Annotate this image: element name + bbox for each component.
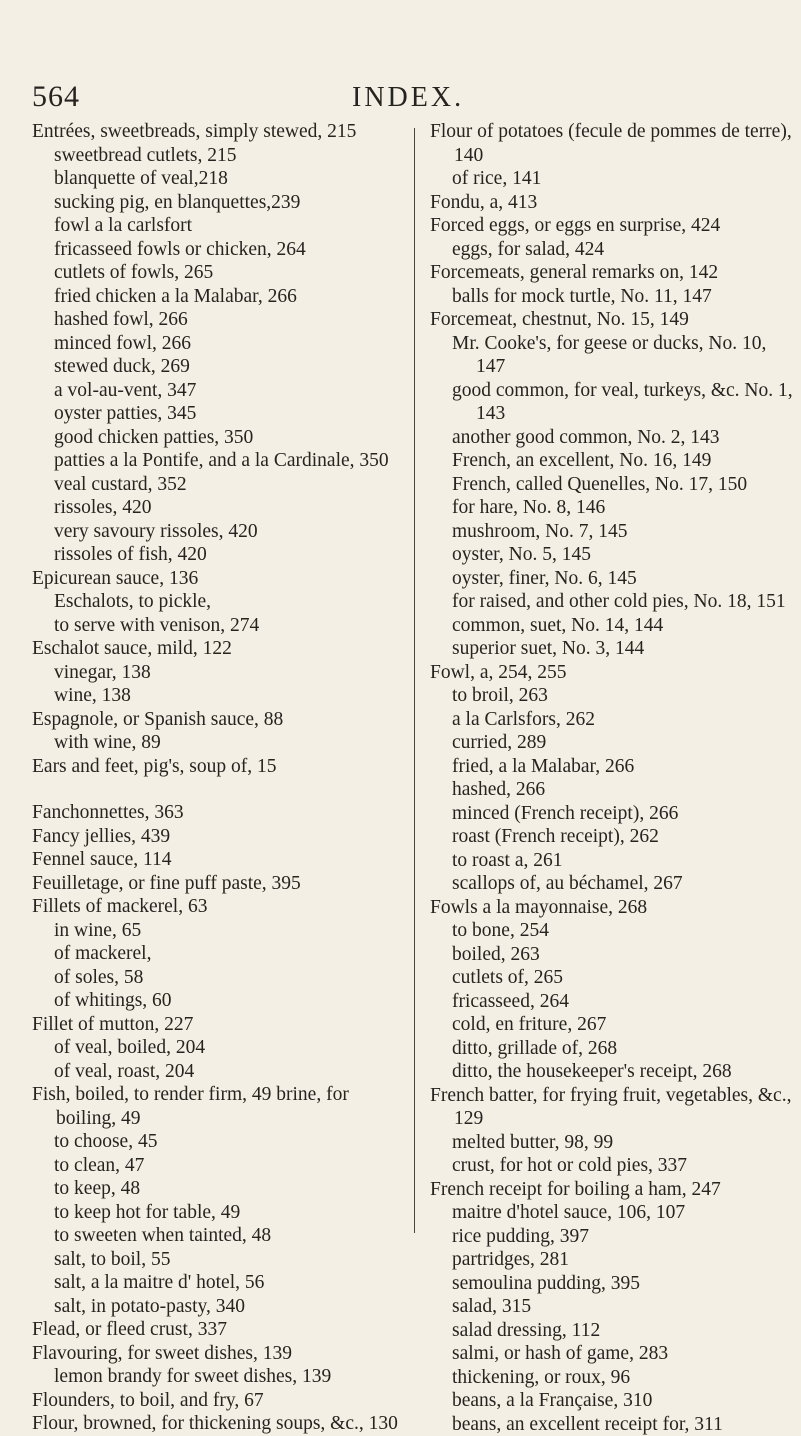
index-entry: Entrées, sweetbreads, simply stewed, 215: [32, 120, 407, 144]
index-entry: roast (French receipt), 262: [452, 825, 795, 849]
index-entry: curried, 289: [452, 731, 795, 755]
index-entry: oyster, finer, No. 6, 145: [452, 567, 795, 591]
index-entry: to roast a, 261: [452, 849, 795, 873]
index-entry: Flead, or fleed crust, 337: [32, 1318, 407, 1342]
index-entry: veal custard, 352: [54, 473, 407, 497]
index-entry: of mackerel,: [54, 942, 407, 966]
index-entry: oyster patties, 345: [54, 402, 407, 426]
index-entry: cutlets of, 265: [452, 966, 795, 990]
index-entry: boiled, 263: [452, 943, 795, 967]
index-entry: wine, 138: [54, 684, 407, 708]
index-entry: fried chicken a la Malabar, 266: [54, 285, 407, 309]
index-entry: Mr. Cooke's, for geese or ducks, No. 10, 147: [452, 332, 795, 379]
index-entry: to broil, 263: [452, 684, 795, 708]
index-entry: ditto, grillade of, 268: [452, 1037, 795, 1061]
index-entry: to keep hot for table, 49: [54, 1201, 407, 1225]
index-entry: superior suet, No. 3, 144: [452, 637, 795, 661]
index-entry: good chicken patties, 350: [54, 426, 407, 450]
index-entry: to clean, 47: [54, 1154, 407, 1178]
index-entry: patties a la Pontife, and a la Cardinale, 350: [54, 449, 407, 473]
index-entry: hashed fowl, 266: [54, 308, 407, 332]
index-entry: balls for mock turtle, No. 11, 147: [452, 285, 795, 309]
index-entry: salad dressing, 112: [452, 1319, 795, 1343]
index-spacer: [32, 778, 407, 801]
index-entry: Flour of potatoes (fecule de pommes de terre), 140: [430, 120, 795, 167]
index-entry: another good common, No. 2, 143: [452, 426, 795, 450]
index-entry: eggs, for salad, 424: [452, 238, 795, 262]
index-entry: rissoles, 420: [54, 496, 407, 520]
index-entry: beans, an excellent receipt for, 311: [452, 1413, 795, 1436]
index-entry: thickening, or roux, 96: [452, 1366, 795, 1390]
index-entry: minced (French receipt), 266: [452, 802, 795, 826]
index-entry: Espagnole, or Spanish sauce, 88: [32, 708, 407, 732]
index-entry: Fish, boiled, to render firm, 49 brine, for boiling, 49: [32, 1083, 407, 1130]
index-entry: sweetbread cutlets, 215: [54, 144, 407, 168]
index-entry: with wine, 89: [54, 731, 407, 755]
index-entry: lemon brandy for sweet dishes, 139: [54, 1365, 407, 1389]
index-entry: of soles, 58: [54, 966, 407, 990]
index-entry: Forcemeat, chestnut, No. 15, 149: [430, 308, 795, 332]
index-entry: rice pudding, 397: [452, 1225, 795, 1249]
index-entry: for raised, and other cold pies, No. 18, 151: [452, 590, 795, 614]
index-entry: Eschalots, to pickle,: [54, 590, 407, 614]
index-entry: of veal, roast, 204: [54, 1060, 407, 1084]
index-entry: minced fowl, 266: [54, 332, 407, 356]
index-entry: a la Carlsfors, 262: [452, 708, 795, 732]
index-entry: Fowl, a, 254, 255: [430, 661, 795, 685]
index-entry: cutlets of fowls, 265: [54, 261, 407, 285]
index-entry: French, an excellent, No. 16, 149: [452, 449, 795, 473]
index-entry: hashed, 266: [452, 778, 795, 802]
index-entry: Fillet of mutton, 227: [32, 1013, 407, 1037]
index-entry: Forced eggs, or eggs en surprise, 424: [430, 214, 795, 238]
index-entry: Fanchonnettes, 363: [32, 801, 407, 825]
page-number: 564: [32, 80, 80, 114]
index-entry: rissoles of fish, 420: [54, 543, 407, 567]
index-entry: of whitings, 60: [54, 989, 407, 1013]
index-entry: scallops of, au béchamel, 267: [452, 872, 795, 896]
index-entry: Fondu, a, 413: [430, 191, 795, 215]
index-entry: of veal, boiled, 204: [54, 1036, 407, 1060]
index-entry: for hare, No. 8, 146: [452, 496, 795, 520]
index-entry: salt, a la maitre d' hotel, 56: [54, 1271, 407, 1295]
index-entry: Epicurean sauce, 136: [32, 567, 407, 591]
index-entry: fowl a la carlsfort: [54, 214, 407, 238]
column-divider: [414, 128, 415, 1233]
index-entry: mushroom, No. 7, 145: [452, 520, 795, 544]
index-entry: semoulina pudding, 395: [452, 1272, 795, 1296]
index-entry: Fowls a la mayonnaise, 268: [430, 896, 795, 920]
index-entry: ditto, the housekeeper's receipt, 268: [452, 1060, 795, 1084]
index-entry: Fillets of mackerel, 63: [32, 895, 407, 919]
index-entry: to keep, 48: [54, 1177, 407, 1201]
index-entry: sucking pig, en blanquettes,239: [54, 191, 407, 215]
index-entry: French, called Quenelles, No. 17, 150: [452, 473, 795, 497]
index-entry: French batter, for frying fruit, vegetables, &c., 129: [430, 1084, 795, 1131]
index-entry: very savoury rissoles, 420: [54, 520, 407, 544]
index-entry: blanquette of veal,218: [54, 167, 407, 191]
index-entry: stewed duck, 269: [54, 355, 407, 379]
index-entry: Fancy jellies, 439: [32, 825, 407, 849]
index-entry: Flour, browned, for thickening soups, &c., 130: [32, 1412, 407, 1436]
index-entry: to serve with venison, 274: [54, 614, 407, 638]
index-entry: common, suet, No. 14, 144: [452, 614, 795, 638]
index-entry: French receipt for boiling a ham, 247: [430, 1178, 795, 1202]
index-entry: vinegar, 138: [54, 661, 407, 685]
index-entry: to sweeten when tainted, 48: [54, 1224, 407, 1248]
index-entry: Flavouring, for sweet dishes, 139: [32, 1342, 407, 1366]
index-entry: a vol-au-vent, 347: [54, 379, 407, 403]
index-entry: fricasseed fowls or chicken, 264: [54, 238, 407, 262]
index-entry: crust, for hot or cold pies, 337: [452, 1154, 795, 1178]
index-entry: Flounders, to boil, and fry, 67: [32, 1389, 407, 1413]
index-entry: in wine, 65: [54, 919, 407, 943]
index-entry: beans, a la Française, 310: [452, 1389, 795, 1413]
index-entry: partridges, 281: [452, 1248, 795, 1272]
index-entry: fricasseed, 264: [452, 990, 795, 1014]
index-column-right: [430, 120, 795, 1436]
page-title: INDEX.: [352, 82, 464, 114]
index-entry: salmi, or hash of game, 283: [452, 1342, 795, 1366]
index-column-left: [32, 120, 407, 1436]
index-entry: salt, in potato-pasty, 340: [54, 1295, 407, 1319]
index-entry: fried, a la Malabar, 266: [452, 755, 795, 779]
index-entry: maitre d'hotel sauce, 106, 107: [452, 1201, 795, 1225]
index-entry: cold, en friture, 267: [452, 1013, 795, 1037]
index-entry: to choose, 45: [54, 1130, 407, 1154]
index-entry: to bone, 254: [452, 919, 795, 943]
index-entry: good common, for veal, turkeys, &c. No. 1, 143: [452, 379, 795, 426]
index-entry: Fennel sauce, 114: [32, 848, 407, 872]
index-entry: salad, 315: [452, 1295, 795, 1319]
index-entry: Ears and feet, pig's, soup of, 15: [32, 755, 407, 779]
index-entry: of rice, 141: [452, 167, 795, 191]
index-entry: Forcemeats, general remarks on, 142: [430, 261, 795, 285]
index-entry: melted butter, 98, 99: [452, 1131, 795, 1155]
index-entry: oyster, No. 5, 145: [452, 543, 795, 567]
index-entry: salt, to boil, 55: [54, 1248, 407, 1272]
index-entry: Eschalot sauce, mild, 122: [32, 637, 407, 661]
index-entry: Feuilletage, or fine puff paste, 395: [32, 872, 407, 896]
